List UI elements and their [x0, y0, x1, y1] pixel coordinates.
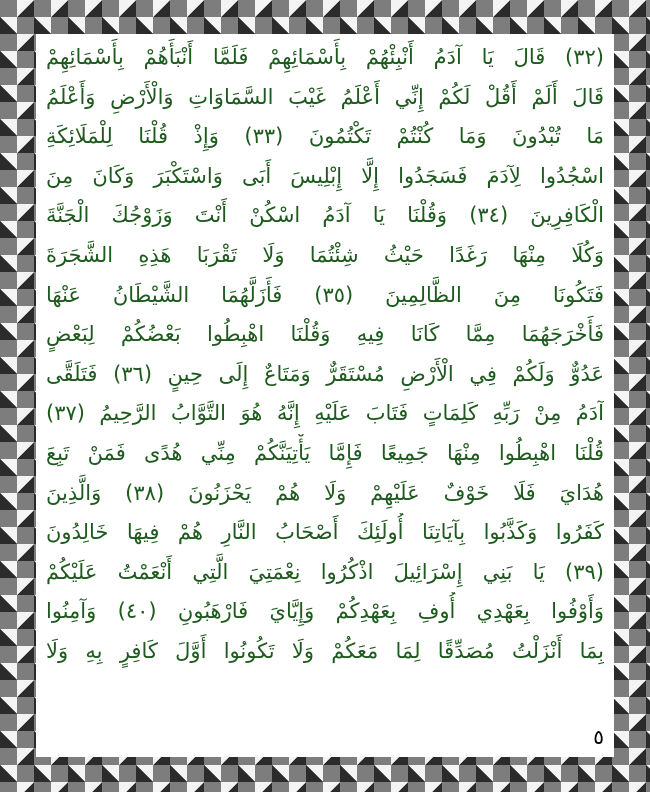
text-line-13: كَفَرُوا وَكَذَّبُوا بِآيَاتِنَا أُولَئِكَ أَصْحَابُ النَّارِ هُمْ فِيهَا خَالِدُونَ — [46, 520, 604, 545]
text-line-5: الْكَافِرِينَ (٣٤) وَقُلْنَا يَا آدَمُ اسْكُنْ أَنْتَ وَزَوْجُكَ الْجَنَّةَ — [46, 203, 604, 228]
text-line-3: مَا تُبْدُونَ وَمَا كُنْتُمْ تَكْتُمُونَ (٣٣) وَإِذْ قُلْنَا لِلْمَلَائِكَةِ — [46, 124, 604, 149]
text-line-16: بِمَا أَنْزَلْتُ مُصَدِّقًا لِمَا مَعَكُمْ وَلَا تَكُونُوا أَوَّلَ كَافِرٍ بِهِ وَلَا — [46, 638, 604, 663]
text-line-6: وَكُلَا مِنْهَا رَغَدًا حَيْثُ شِئْتُمَا وَلَا تَقْرَبَا هَذِهِ الشَّجَرَةَ — [46, 242, 604, 267]
text-line-14: (٣٩) يَا بَنِي إِسْرَائِيلَ اذْكُرُوا نِعْمَتِيَ الَّتِي أَنْعَمْتُ عَلَيْكُمْ — [46, 559, 604, 584]
text-line-9: عَدُوٌّ وَلَكُمْ فِي الْأَرْضِ مُسْتَقَرٌّ وَمَتَاعٌ إِلَى حِينٍ (٣٦) فَتَلَقَّى — [46, 361, 604, 386]
text-line-15: وَأَوْفُوا بِعَهْدِي أُوفِ بِعَهْدِكُمْ وَإِيَّايَ فَارْهَبُونِ (٤٠) وَآمِنُوا — [46, 599, 604, 624]
text-line-11: قُلْنَا اهْبِطُوا مِنْهَا جَمِيعًا فَإِمَّا يَأْتِيَنَّكُمْ مِنِّي هُدًى فَمَنْ تَبِعَ — [46, 440, 604, 465]
text-line-8: فَأَخْرَجَهُمَا مِمَّا كَانَا فِيهِ وَقُلْنَا اهْبِطُوا بَعْضُكُمْ لِبَعْضٍ — [46, 322, 604, 347]
text-line-1: (٣٢) قَالَ يَا آدَمُ أَنْبِئْهُمْ بِأَسْمَائِهِمْ فَلَمَّا أَنْبَأَهُمْ بِأَسْمَائِهِمْ — [46, 45, 604, 69]
text-line-2: قَالَ أَلَمْ أَقُلْ لَكُمْ إِنِّي أَعْلَمُ غَيْبَ السَّمَاوَاتِ وَالْأَرْضِ وَأَعْلَمُ — [46, 84, 604, 109]
page-number: ٥ — [593, 725, 604, 749]
text-line-7: فَتَكُونَا مِنَ الظَّالِمِينَ (٣٥) فَأَزَلَّهُمَا الشَّيْطَانُ عَنْهَا — [46, 282, 604, 307]
text-line-12: هُدَايَ فَلَا خَوْفٌ عَلَيْهِمْ وَلَا هُمْ يَحْزَنُونَ (٣٨) وَالَّذِينَ — [46, 480, 604, 505]
text-line-10: آدَمُ مِنْ رَبِّهِ كَلِمَاتٍ فَتَابَ عَلَيْهِ إِنَّهُ هُوَ التَّوَّابُ الرَّحِيمُ (٣٧) — [46, 401, 604, 426]
quran-page — [36, 34, 614, 757]
text-line-4: اسْجُدُوا لِآدَمَ فَسَجَدُوا إِلَّا إِبْلِيسَ أَبَى وَاسْتَكْبَرَ وَكَانَ مِنَ — [46, 163, 604, 188]
